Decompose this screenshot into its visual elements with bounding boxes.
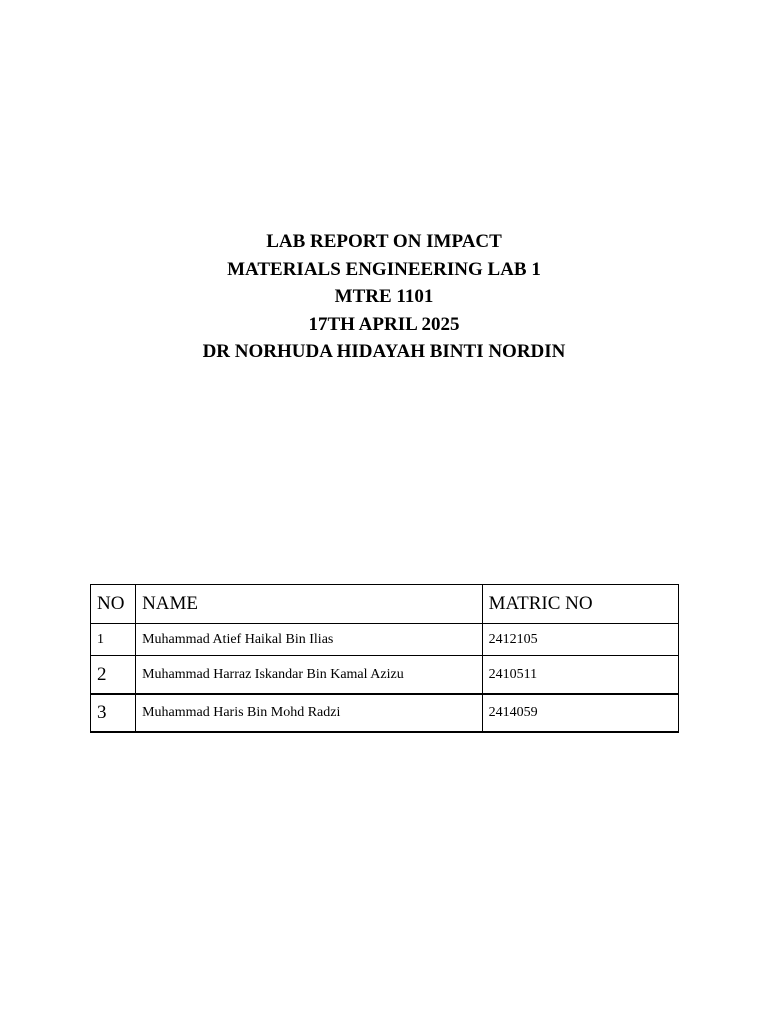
member-matric-no: 2412105 [482,624,678,656]
member-name: Muhammad Harraz Iskandar Bin Kamal Azizu [136,656,483,695]
table-row [91,694,679,732]
lecturer-name: DR NORHUDA HIDAYAH BINTI NORDIN [202,341,566,362]
report-date: 17TH APRIL 2025 [308,313,460,335]
row-number: 2 [91,656,136,695]
member-matric-no: 2414059 [482,694,678,732]
table-row [91,624,679,656]
course-name: MATERIALS ENGINEERING LAB 1 [227,258,541,280]
group-members-table [90,584,679,733]
header-no: NO [91,585,136,624]
header-name: NAME [136,585,483,624]
member-name: Muhammad Atief Haikal Bin Ilias [136,624,483,656]
course-code: MTRE 1101 [334,286,434,307]
row-number: 3 [91,694,136,732]
report-title: LAB REPORT ON IMPACT [266,231,502,252]
table-header-row [91,585,679,624]
member-matric-no: 2410511 [482,656,678,695]
row-number: 1 [91,624,136,656]
report-title-block [0,228,768,366]
table-row [91,656,679,695]
member-name: Muhammad Haris Bin Mohd Radzi [136,694,483,732]
header-matric-no: MATRIC NO [482,585,678,624]
